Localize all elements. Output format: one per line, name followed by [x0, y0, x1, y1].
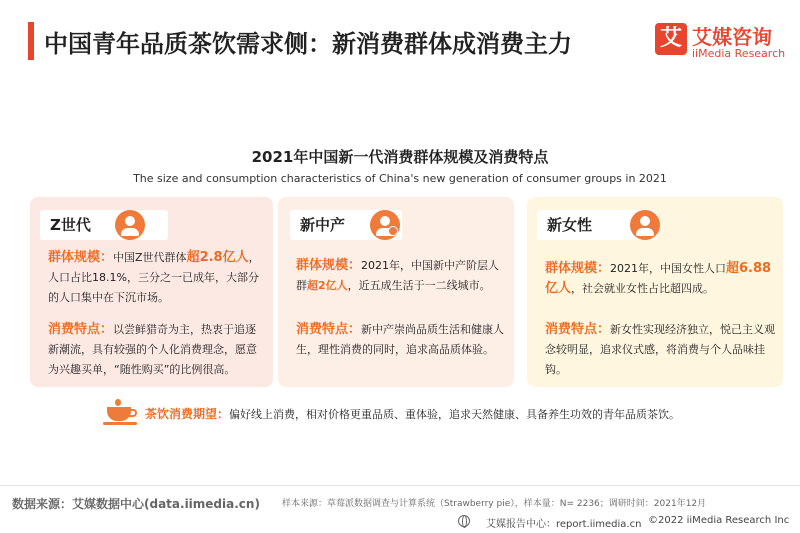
- new-women-traits: 消费特点：新女性实现经济独立，悦己主义观念较明显，追求仪式感，将消费与个人品味挂钩。: [545, 322, 776, 376]
- page-title: 中国青年品质茶饮需求侧：新消费群体成消费主力: [44, 30, 572, 58]
- person-icon: [115, 210, 145, 240]
- globe-icon: [458, 515, 470, 527]
- gen-z-scale: 群体规模：中国Z世代群体超2.8亿人，人口占比18.1%，三分之一已成年，大部分的人口集中在下沉市场。: [48, 250, 260, 304]
- copyright: ©2022 iiMedia Research Inc: [648, 515, 790, 526]
- card-gen-z-tag: Z世代: [40, 210, 168, 240]
- logo-mark-icon: 艾: [655, 23, 687, 55]
- section-title: 2021年中国新一代消费群体规模及消费特点: [251, 148, 549, 166]
- card-new-women-tag: 新女性: [537, 210, 657, 240]
- data-source: 数据来源：艾媒数据中心(data.iimedia.cn): [12, 497, 260, 511]
- middle-class-scale: 群体规模：2021年，中国新中产阶层人群超2亿人，近五成生活于一二线城市。: [296, 258, 500, 292]
- title-accent-bar: [28, 22, 34, 60]
- card-middle-class-tag: 新中产: [290, 210, 402, 240]
- report-center-link[interactable]: 艾媒报告中心：report.iimedia.cn: [486, 519, 642, 530]
- new-women-scale: 群体规模：2021年，中国女性人口超6.88亿人，社会就业女性占比超四成。: [545, 261, 772, 296]
- gen-z-traits: 消费特点：以尝鲜猎奇为主，热衷于追逐新潮流，具有较强的个人化消费理念，愿意为兴趣买单，“随性购买”的比例很高。: [48, 322, 257, 376]
- footer-divider: [0, 485, 800, 486]
- sample-info: 样本来源：草莓派数据调查与计算系统（Strawberry pie），样本量：N= 2236；调研时间：2021年12月: [282, 499, 707, 509]
- middle-class-traits: 消费特点：新中产崇尚品质生活和健康人生，理性消费的同时，追求高品质体验。: [296, 322, 505, 356]
- logo-name-cn: 艾媒咨询: [692, 25, 772, 49]
- tea-cup-icon: [103, 399, 143, 427]
- person-coin-icon: [370, 210, 400, 240]
- logo-name-en: iiMedia Research: [692, 47, 786, 60]
- woman-icon: [630, 210, 660, 240]
- section-title-en: The size and consumption characteristics of China's new generation of consumer groups in 2021: [133, 172, 667, 185]
- tea-consumption-expectation: 茶饮消费期望：偏好线上消费，相对价格更重品质、重体验，追求天然健康、具备养生功效的青年品质茶饮。: [145, 407, 681, 421]
- iimedia-logo: [655, 20, 785, 66]
